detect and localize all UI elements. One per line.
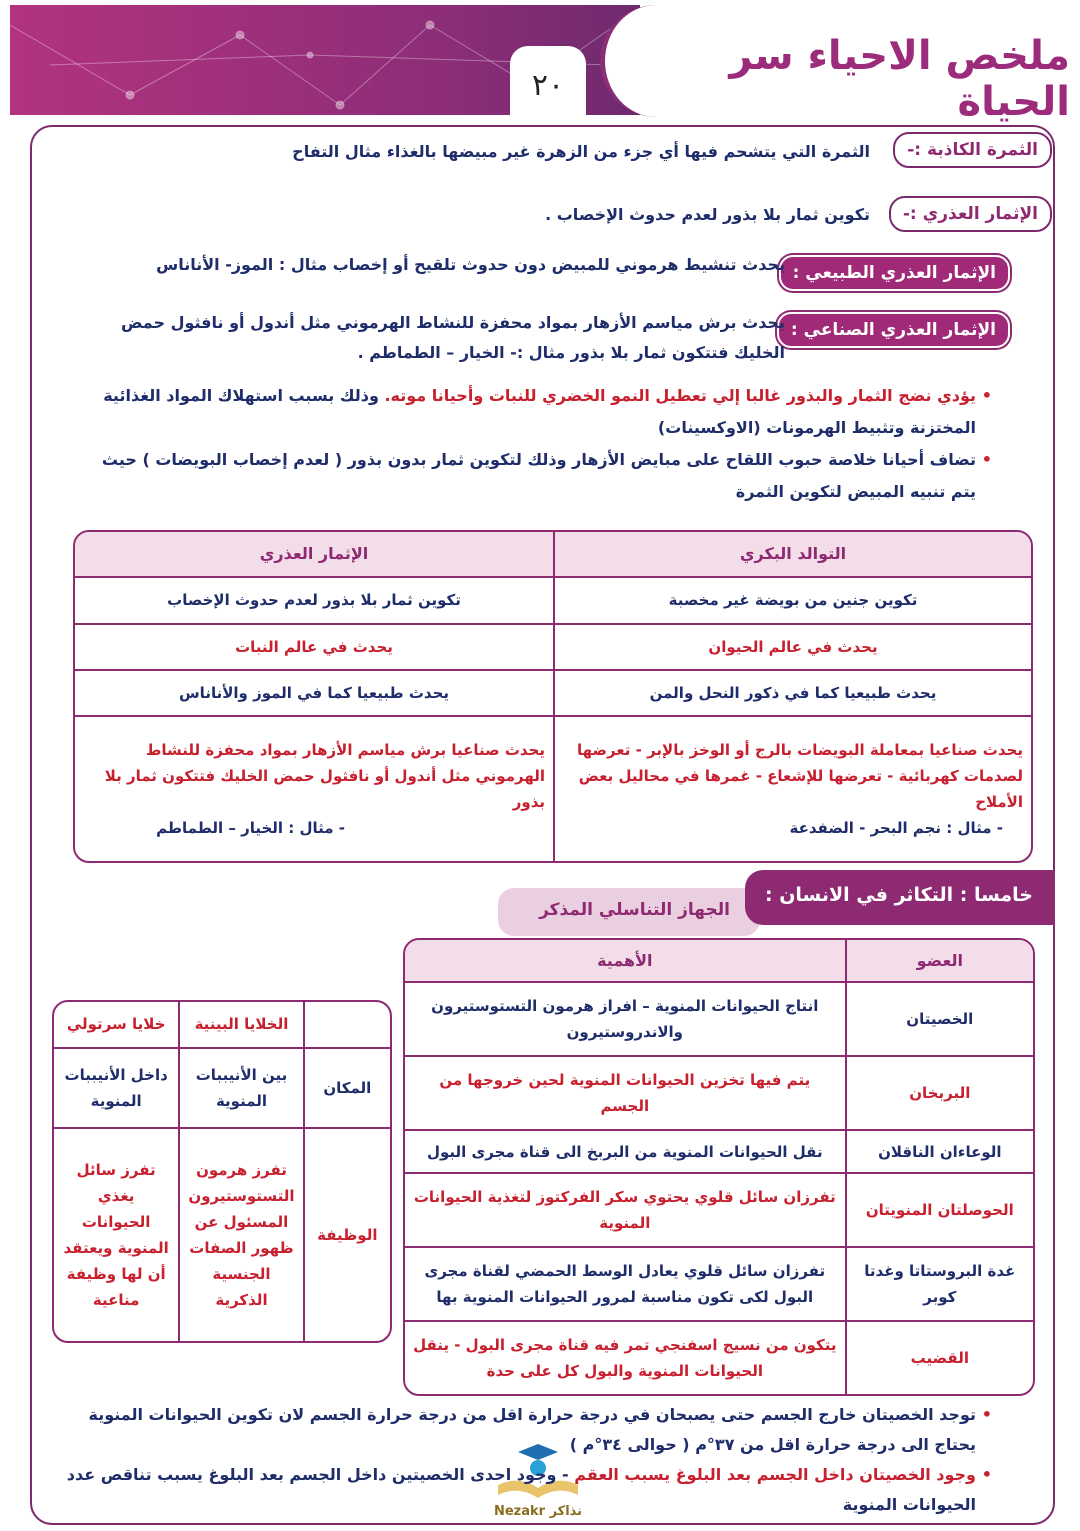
table-row xyxy=(405,1174,1033,1248)
bullet-item xyxy=(72,380,992,444)
table-cell: يحدث طبيعيا كما في الموز والأناناس xyxy=(75,671,553,717)
table-cell: تكوين ثمار بلا بذور لعدم حدوث الإخصاب xyxy=(75,578,553,624)
bullet-item xyxy=(42,1400,992,1460)
importance-cell: انتاج الحيوانات المنوية – افراز هرمون التستوستيرون والاندروستيرون xyxy=(405,983,845,1057)
table-row xyxy=(75,671,1031,717)
title-box xyxy=(600,5,1080,125)
table-row xyxy=(54,1129,390,1341)
def-label-false-fruit: الثمرة الكاذبة :- xyxy=(893,132,1052,168)
importance-cell: يتكون من نسيج اسفنجي تمر فيه قناة مجرى البول - ينقل الحيوانات المنوية والبول كل على حدة xyxy=(413,1336,837,1381)
table-row xyxy=(75,717,1031,861)
bullet-red-text: يؤدي نضج الثمار والبذور غالبا إلي تعطيل النمو الخضري للنبات وأحيانا موته. xyxy=(384,386,976,405)
def-label-artificial: الإثمار العذري الصناعي : xyxy=(777,312,1010,348)
comparison-table xyxy=(73,530,1033,863)
organ-cell: البربخان xyxy=(845,1057,1033,1131)
def-text-parthenocarpy: تكوين ثمار بلا بذور لعدم حدوث الإخصاب . xyxy=(545,205,870,224)
bullet-text: وذلك بسبب استهلاك المواد الغذائية المختزنة وتثبيط الهرمونات (الاوكسينات) xyxy=(103,386,976,437)
table-row xyxy=(54,1049,390,1129)
bullet-red-text: وجود الخصيتان داخل الجسم بعد البلوغ يسبب العقم xyxy=(574,1465,976,1484)
table-row xyxy=(405,1248,1033,1322)
table-row xyxy=(405,1131,1033,1174)
organs-table xyxy=(403,938,1035,1396)
organ-cell: الوعاءان الناقلان xyxy=(845,1131,1033,1174)
table-header: العضو xyxy=(845,940,1033,983)
table-header: الإثمار العذري xyxy=(75,532,553,578)
table-cell xyxy=(303,1002,390,1049)
table-header: الخلايا البينية xyxy=(178,1002,302,1049)
table-row xyxy=(405,983,1033,1057)
table-cell xyxy=(553,717,1031,861)
table-header: خلايا سرتولي xyxy=(54,1002,178,1049)
table-cell: تفرز سائل يغذي الحيوانات المنوية ويعتقد أن لها وظيفة مناعية xyxy=(63,1160,169,1309)
table-cell: يحدث في عالم النبات xyxy=(75,625,553,671)
page-title: ملخص الاحياء سر الحياة xyxy=(729,33,1070,125)
importance-cell: يتم فيها تخزين الحيوانات المنوية لحين خروجها من الجسم xyxy=(405,1057,845,1131)
def-label-natural: الإثمار العذري الطبيعي : xyxy=(779,255,1010,291)
table-cell: تفرز هرمون التستوستيرون المسئول عن ظهور الصفات الجنسية الذكرية xyxy=(178,1129,302,1341)
table-cell: المكان xyxy=(303,1049,390,1129)
cell-example: - مثال : الخيار – الطماطم xyxy=(156,819,345,838)
table-header: الأهمية xyxy=(405,940,845,983)
watermark-text: Nezakr نذاكر xyxy=(493,1504,583,1519)
def-text-artificial: يحدث برش مياسم الأزهار بمواد محفزة للنشاط الهرموني مثل أندول أو نافثول حمض الخليك فتتكون ثمار بلا بذور مثال :- الخيار – الطماطم . xyxy=(120,313,785,362)
table-row xyxy=(75,578,1031,624)
bottom-bullet-list xyxy=(42,1400,992,1520)
organ-cell: القضيب xyxy=(845,1322,1033,1394)
section-heading: خامسا : التكاثر في الانسان : xyxy=(745,870,1055,925)
importance-cell: تفرزان سائل قلوي يعادل الوسط الحمضي لقناة مجرى البول لكى تكون مناسبة لمرور الحيوانات المنوية بها xyxy=(405,1248,845,1322)
table-cell: تكوين جنين من بويضة غير مخصبة xyxy=(553,578,1031,624)
page-header xyxy=(0,0,1080,125)
cell-text: يحدث صناعيا بمعاملة البويضات بالرج أو الوخز بالإبر - تعرضها لصدمات كهربائية - تعرضها للإشعاع - غمرها في محاليل بعض الأملاح xyxy=(576,741,1023,812)
bullet-list xyxy=(72,380,992,508)
page-number: ٢٠ xyxy=(510,46,586,118)
importance-cell: تفرزان سائل قلوي يحتوي سكر الفركتوز لتغذية الحيوانات المنوية xyxy=(405,1174,845,1248)
organ-cell: الحوصلتان المنويتان xyxy=(845,1174,1033,1248)
importance-cell: نقل الحيوانات المنوية من البربخ الى قناة مجرى البول xyxy=(405,1131,845,1174)
table-row xyxy=(75,625,1031,671)
table-cell: بين الأنيببات المنوية xyxy=(178,1049,302,1129)
table-cell: يحدث في عالم الحيوان xyxy=(553,625,1031,671)
bullet-text: - وجود احدى الخصيتين داخل الجسم بعد البلوغ يسبب تناقص عدد الحيوانات المنوية xyxy=(66,1465,976,1514)
table-header: التوالد البكري xyxy=(553,532,1031,578)
cell-text: يحدث صناعيا برش مياسم الأزهار بمواد محفزة للنشاط الهرموني مثل أندول أو نافثول حمض الخليك فتتكون ثمار بلا بذور xyxy=(104,741,545,812)
cell-example: - مثال : نجم البحر - الضفدعة xyxy=(789,819,1003,838)
def-text-natural: يحدث تنشيط هرموني للمبيض دون حدوث تلقيح أو إخصاب مثال : الموز- الأناناس xyxy=(156,255,785,274)
subsection-heading: الجهاز التناسلي المذكر xyxy=(498,888,760,936)
table-cell: داخل الأنيببات المنوية xyxy=(54,1049,178,1129)
bullet-item xyxy=(72,444,992,508)
cells-table xyxy=(52,1000,392,1343)
table-cell xyxy=(75,717,553,861)
organ-cell: غدة البروستاتا وغدتا كوبر xyxy=(845,1248,1033,1322)
def-text-false-fruit: الثمرة التي يتشحم فيها أي جزء من الزهرة غير مبيضها بالغذاء مثال التفاح xyxy=(292,142,870,161)
bullet-item xyxy=(42,1460,992,1520)
table-cell: الوظيفة xyxy=(303,1129,390,1341)
bullet-text: تضاف أحيانا خلاصة حبوب اللقاح على مبايض الأزهار وذلك لتكوين ثمار بدون بذور ( لعدم إخصاب البويضات ) حيث يتم تنبيه المبيض لتكوين الثمرة xyxy=(101,450,976,501)
table-row xyxy=(405,1322,1033,1394)
bullet-text: توجد الخصيتان خارج الجسم حتى يصبحان في درجة حرارة اقل من درجة حرارة الجسم لان تكوين الحيوانات المنوية يحتاج الى درجة حرارة اقل من ٣٧°م ( حوالى ٣٤°م ) xyxy=(88,1405,976,1454)
table-row xyxy=(405,1057,1033,1131)
def-label-parthenocarpy: الإثمار العذري :- xyxy=(889,196,1052,232)
table-row xyxy=(54,1002,390,1049)
organ-cell: الخصيتان xyxy=(845,983,1033,1057)
table-cell: يحدث طبيعيا كما في ذكور النحل والمن xyxy=(553,671,1031,717)
